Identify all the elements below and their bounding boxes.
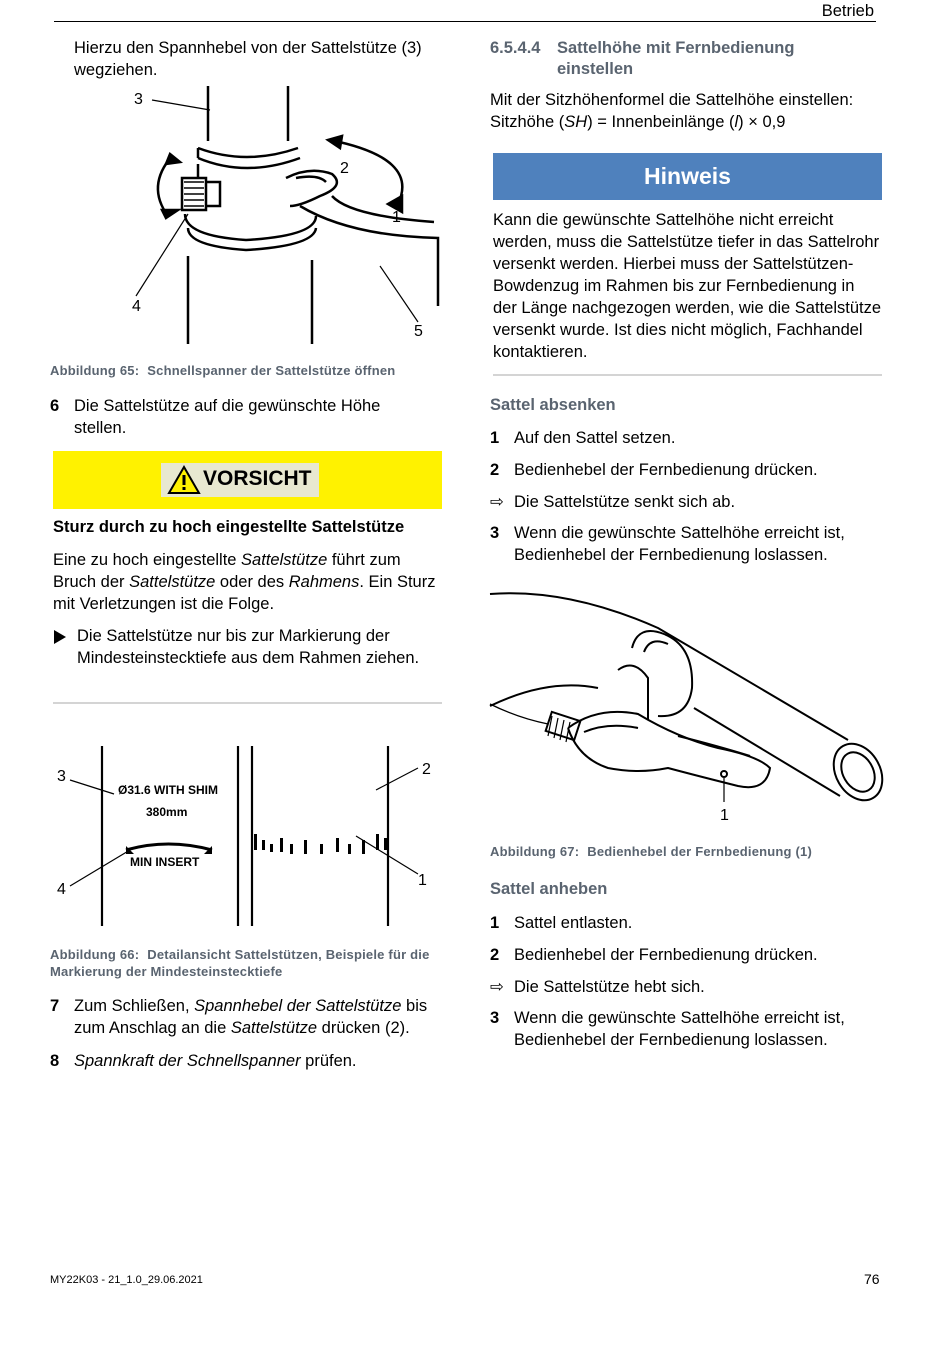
figure-65-caption-text: Schnellspanner der Sattelstütze öffnen: [147, 363, 396, 378]
raise-heading: Sattel anheben: [490, 880, 608, 898]
figure-66-insertion-marking: [50, 740, 450, 930]
fig66-marking-length: 380mm: [146, 805, 188, 819]
step-8-text: Spannkraft der Schnellspanner prüfen.: [74, 1052, 357, 1070]
figure-67-caption-text: Bedienhebel der Fernbedienung (1): [587, 844, 813, 859]
fig67-label-1: 1: [720, 807, 729, 824]
step-6-number: 6: [50, 397, 60, 415]
fig65-label-2: 2: [340, 160, 349, 177]
caution-bottom-rule: [53, 702, 442, 704]
figure-67-caption-number: Abbildung 67:: [490, 844, 580, 859]
fig65-label-1: 1: [392, 209, 401, 226]
footer-document-id: MY22K03 - 21_1.0_29.06.2021: [50, 1274, 203, 1286]
result-arrow-icon: ⇨: [490, 978, 504, 996]
fig66-label-2: 2: [422, 761, 431, 778]
hinweis-bottom-rule: [493, 374, 882, 376]
fig65-label-3: 3: [134, 91, 143, 108]
hinweis-title: Hinweis: [644, 163, 731, 189]
warning-triangle-icon: [167, 465, 201, 495]
step-8-number: 8: [50, 1052, 60, 1070]
figure-67-remote-lever: [488, 588, 888, 828]
step-7-number: 7: [50, 997, 60, 1015]
figure-66-caption-text: Detailansicht Sattelstützen, Beispiele für die Markierung der Mindesteinstecktiefe: [50, 947, 430, 979]
caution-action-text: Die Sattelstütze nur bis zur Markierung der Mindesteinstecktiefe aus dem Rahmen ziehen.: [77, 627, 420, 667]
figure-65-quick-release: [50, 86, 450, 348]
section-title: Sattelhöhe mit Fernbedienung einstellen: [557, 39, 795, 78]
fig66-label-3: 3: [57, 768, 66, 785]
figure-65-caption: [50, 363, 395, 378]
fig66-label-1: 1: [418, 872, 427, 889]
caution-banner: [53, 451, 442, 509]
figure-66-caption-number: Abbildung 66:: [50, 947, 140, 962]
header-rule: [54, 21, 876, 22]
caution-body: Eine zu hoch eingestellte Sattelstütze führt zum Bruch der Sattelstütze oder des Rahmens. Ein Sturz mit Verletzungen ist die Folge.: [53, 551, 436, 613]
header-section-title: Betrieb: [821, 2, 874, 20]
result-arrow-icon: ⇨: [490, 493, 504, 511]
section-number: 6.5.4.4: [490, 39, 541, 57]
lower-heading: Sattel absenken: [490, 396, 616, 414]
step-7-text: Zum Schließen, Spannhebel der Sattelstütze bis zum Anschlag an die Sattelstütze drücken (2).: [74, 997, 428, 1037]
fig66-marking-min: MIN INSERT: [130, 855, 200, 869]
footer-page-number: 76: [864, 1271, 880, 1287]
figure-66-caption: [50, 946, 445, 980]
fig65-label-5: 5: [414, 323, 423, 340]
step-6-text: Die Sattelstütze auf die gewünschte Höhe stellen.: [74, 397, 381, 437]
caution-title: Sturz durch zu hoch eingestellte Sattelstütze: [53, 518, 405, 536]
figure-65-caption-number: Abbildung 65:: [50, 363, 140, 378]
fig66-marking-diameter: Ø31.6 WITH SHIM: [118, 783, 219, 797]
caution-badge-label: VORSICHT: [203, 467, 312, 490]
caution-action-arrow-icon: [54, 630, 66, 644]
figure-67-caption: [490, 844, 812, 859]
hinweis-banner: [493, 153, 882, 200]
intro-text: Hierzu den Spannhebel von der Sattelstütze (3) wegziehen.: [74, 39, 422, 79]
hinweis-body: Kann die gewünschte Sattelhöhe nicht erreicht werden, muss die Sattelstütze tiefer in das Sattelrohr versenkt werden. Hierbei muss der Sattelstützen-Bowdenzug im Rahmen bis zur Fernbedienung in der Länge nachgezogen werden, wie die Sattelstütze versenkt wurde. Ist dies nicht möglich, Fachhandel kontaktieren.: [493, 211, 882, 361]
fig65-label-4: 4: [132, 298, 141, 315]
fig66-label-4: 4: [57, 881, 66, 898]
formula-line-2: Sitzhöhe (SH) = Innenbeinlänge (l) × 0,9: [490, 113, 786, 131]
formula-line-1: Mit der Sitzhöhenformel die Sattelhöhe einstellen:: [490, 91, 854, 109]
